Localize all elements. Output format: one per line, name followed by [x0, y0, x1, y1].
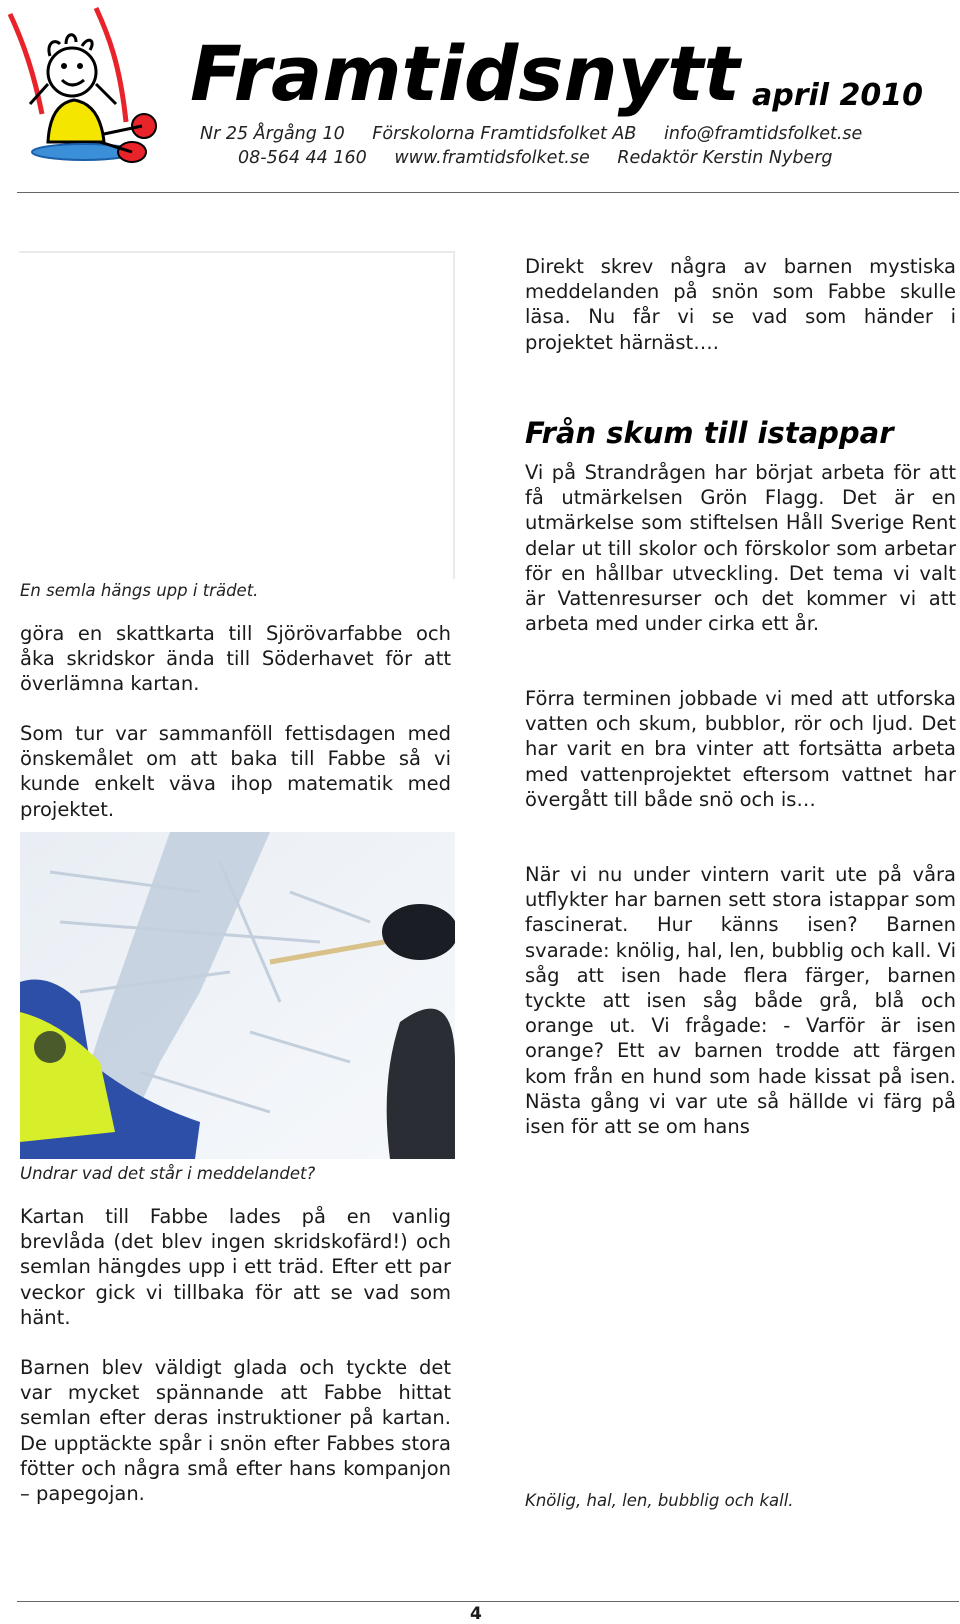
- issue-date: april 2010: [752, 78, 924, 113]
- contact-email: info@framtidsfolket.se: [663, 124, 863, 144]
- caption-ice: Knölig, hal, len, bubblig och kall.: [525, 1491, 794, 1510]
- right-paragraph-2: Förra terminen jobbade vi med att utforska vatten och skum, bubblor, rör och ljud. Det har varit en bra vinter att fortsätta arbeta med vattenprojektet eftersom vattnet har övergått till både snö och is…: [525, 687, 956, 811]
- right-intro-paragraph: Direkt skrev några av barnen mystiska meddelanden på snön som Fabbe skulle läsa. Nu får vi se vad som händer i projektet härnäst….: [525, 255, 956, 354]
- page-number: 4: [470, 1604, 482, 1624]
- article-heading: Från skum till istappar: [525, 416, 894, 450]
- right-paragraph-3: När vi nu under vintern varit ute på våra utflykter har barnen sett stora istappar som fascinerat. Hur känns isen? Barnen svarade: knölig, hal, len, bubblig och kall. Vi såg att isen hade flera färger, barnen tyckte att isen såg både grå, blå och orange ut. Vi frågade: - Varför är isen orange? Ett av barnen trodde att färgen kom från en hund som hade kissat på isen. Nästa gång vi var ute så hällde vi färg på isen för att se om hans: [525, 863, 956, 1139]
- website: www.framtidsfolket.se: [394, 148, 590, 168]
- right-paragraph-1: Vi på Strandrågen har börjat arbeta för att få utmärkelsen Grön Flagg. Det är en utmärkelse som stiftelsen Håll Sverige Rent delar ut till skolor och förskolor som arbetar för en hållbar utveckling. Det tema vi valt är Vattenresurser och det kommer vi att arbeta med under cirka ett år.: [525, 461, 956, 636]
- editor: Redaktör Kerstin Nyberg: [617, 148, 833, 168]
- issue-number: Nr 25 Årgång 10: [200, 124, 345, 144]
- caption-semla: En semla hängs upp i trädet.: [20, 581, 259, 600]
- footer-divider: [17, 1601, 959, 1602]
- snow-message-photo: [20, 832, 455, 1159]
- left-paragraph-3: Kartan till Fabbe lades på en vanlig brevlåda (det blev ingen skridskofärd!) och semlan hängdes upp i ett träd. Efter ett par veckor gick vi tillbaka för att se vad som hänt.: [20, 1205, 451, 1329]
- caption-message: Undrar vad det står i meddelandet?: [20, 1164, 316, 1183]
- header-meta-line-2: [238, 148, 833, 168]
- header-meta-line-1: [200, 124, 884, 144]
- contact-phone: 08-564 44 160: [238, 148, 367, 168]
- semla-photo-placeholder: [19, 251, 455, 579]
- left-paragraph-1: göra en skattkarta till Sjörövarfabbe och åka skridskor ända till Söderhavet för att överlämna kartan.: [20, 622, 451, 696]
- left-paragraph-2: Som tur var sammanföll fettisdagen med önskemålet om att baka till Fabbe så vi kunde enkelt väva ihop matematik med projektet.: [20, 722, 451, 821]
- organization-name: Förskolorna Framtidsfolket AB: [372, 124, 637, 144]
- left-paragraph-4: Barnen blev väldigt glada och tyckte det var mycket spännande att Fabbe hittat semlan efter deras instruktioner på kartan. De upptäckte spår i snön efter Fabbes stora fötter och några små efter hans kompanjon – papegojan.: [20, 1356, 451, 1506]
- header-divider: [17, 192, 959, 193]
- masthead-title: Framtidsnytt: [190, 29, 740, 118]
- framtidsfolket-logo: [4, 4, 164, 179]
